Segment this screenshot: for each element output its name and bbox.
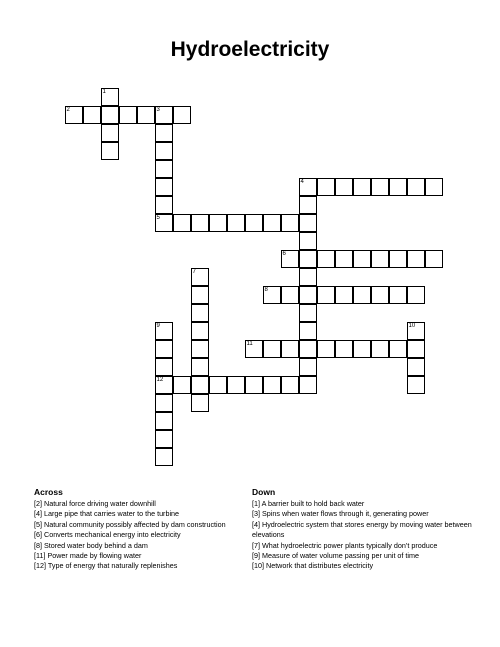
grid-cell[interactable] (101, 124, 119, 142)
grid-cell[interactable] (371, 286, 389, 304)
grid-cell[interactable] (155, 160, 173, 178)
grid-cell[interactable] (191, 376, 209, 394)
clue-text: Natural community possibly affected by dam construction (44, 519, 226, 529)
puzzle-title: Hydroelectricity (170, 38, 330, 61)
grid-cell[interactable] (155, 214, 173, 232)
grid-cell[interactable] (155, 124, 173, 142)
grid-cell[interactable] (425, 250, 443, 268)
grid-cell[interactable] (353, 286, 371, 304)
grid-cell[interactable] (299, 178, 317, 196)
clue-number: [6] (34, 530, 44, 540)
grid-cell[interactable] (83, 106, 101, 124)
grid-cell[interactable] (191, 268, 209, 286)
clue-text: What hydroelectric power plants typically don’t produce (262, 540, 438, 550)
grid-cell[interactable] (317, 178, 335, 196)
grid-cell[interactable] (407, 286, 425, 304)
grid-cell[interactable] (335, 178, 353, 196)
grid-cell[interactable] (245, 376, 263, 394)
clue-text: Network that distributes electricity (266, 561, 374, 571)
grid-cell[interactable] (137, 106, 155, 124)
grid-cell[interactable] (155, 430, 173, 448)
grid-cell[interactable] (281, 250, 299, 268)
clue-text: Converts mechanical energy into electricity (44, 530, 181, 540)
grid-cell[interactable] (335, 286, 353, 304)
grid-cell[interactable] (353, 250, 371, 268)
clue-text: Stored water body behind a dam (44, 540, 148, 550)
down-clue (252, 509, 474, 519)
grid-cell[interactable] (371, 178, 389, 196)
across-clue (34, 499, 244, 509)
grid-cell[interactable] (299, 214, 317, 232)
grid-cell[interactable] (299, 250, 317, 268)
grid-cell[interactable] (119, 106, 137, 124)
grid-cell[interactable] (299, 268, 317, 286)
grid-cell[interactable] (281, 340, 299, 358)
clue-number: [4] (252, 519, 262, 529)
grid-cell[interactable] (263, 214, 281, 232)
grid-cell[interactable] (209, 214, 227, 232)
clue-number: [3] (252, 509, 262, 519)
grid-cell[interactable] (335, 340, 353, 358)
grid-cell[interactable] (407, 322, 425, 340)
grid-cell[interactable] (227, 376, 245, 394)
clue-number: [4] (34, 509, 44, 519)
grid-cell[interactable] (389, 286, 407, 304)
down-clue (252, 541, 474, 551)
grid-cell[interactable] (155, 448, 173, 466)
grid-cell[interactable] (353, 178, 371, 196)
grid-cell[interactable] (191, 340, 209, 358)
clue-number: [1] (252, 499, 262, 508)
grid-cell[interactable] (155, 412, 173, 430)
grid-cell[interactable] (155, 340, 173, 358)
grid-cell[interactable] (299, 196, 317, 214)
grid-cell[interactable] (173, 214, 191, 232)
clue-text: Measure of water volume passing per unit of time (262, 551, 420, 561)
cell-number: 4 (300, 178, 304, 185)
clue-number: [8] (34, 540, 44, 550)
grid-cell[interactable] (191, 214, 209, 232)
grid-cell[interactable] (281, 214, 299, 232)
grid-cell[interactable] (281, 376, 299, 394)
grid-cell[interactable] (155, 394, 173, 412)
grid-cell[interactable] (281, 286, 299, 304)
grid-cell[interactable] (191, 286, 209, 304)
grid-cell[interactable] (317, 250, 335, 268)
down-clue (252, 551, 474, 561)
grid-cell[interactable] (299, 340, 317, 358)
grid-cell[interactable] (389, 178, 407, 196)
grid-cell[interactable] (299, 376, 317, 394)
across-clue (34, 541, 244, 551)
grid-cell[interactable] (317, 286, 335, 304)
grid-cell[interactable] (173, 376, 191, 394)
across-clue (34, 509, 244, 519)
grid-cell[interactable] (299, 304, 317, 322)
grid-cell[interactable] (155, 376, 173, 394)
clue-text: Hydroelectric system that stores energy by moving water between elevations (252, 519, 472, 540)
grid-cell[interactable] (191, 358, 209, 376)
down-clue (252, 520, 474, 541)
cell-number: 3 (156, 106, 160, 113)
across-clue (34, 551, 244, 561)
grid-cell[interactable] (227, 214, 245, 232)
across-clues (34, 486, 244, 572)
clue-text: Power made by flowing water (47, 551, 142, 561)
grid-cell[interactable] (299, 286, 317, 304)
grid-cell[interactable] (371, 340, 389, 358)
grid-cell[interactable] (263, 340, 281, 358)
grid-cell[interactable] (65, 106, 83, 124)
grid-cell[interactable] (263, 376, 281, 394)
grid-cell[interactable] (155, 322, 173, 340)
grid-cell[interactable] (425, 178, 443, 196)
grid-cell[interactable] (299, 232, 317, 250)
grid-cell[interactable] (371, 250, 389, 268)
grid-cell[interactable] (317, 340, 335, 358)
clue-number: [10] (252, 561, 266, 571)
cell-number: 7 (192, 268, 196, 275)
cell-number: 9 (156, 322, 160, 329)
grid-cell[interactable] (155, 106, 173, 124)
grid-cell[interactable] (407, 250, 425, 268)
clue-text: Large pipe that carries water to the turbine (44, 509, 180, 519)
clue-number: [9] (252, 551, 262, 561)
cell-number: 5 (156, 214, 160, 221)
grid-cell[interactable] (155, 142, 173, 160)
grid-cell[interactable] (101, 88, 119, 106)
cell-number: 2 (66, 106, 70, 113)
grid-cell[interactable] (335, 250, 353, 268)
across-clue (34, 530, 244, 540)
clue-number: [5] (34, 519, 44, 529)
down-heading: Down (252, 487, 276, 497)
grid-cell[interactable] (191, 394, 209, 412)
cell-number: 10 (408, 322, 416, 329)
grid-cell[interactable] (101, 142, 119, 160)
cell-number: 8 (264, 286, 268, 293)
clue-text: Type of energy that naturally replenishes (47, 561, 178, 571)
grid-cell[interactable] (173, 106, 191, 124)
grid-cell[interactable] (101, 106, 119, 124)
grid-cell[interactable] (407, 340, 425, 358)
clue-number: [11] (34, 551, 48, 561)
grid-cell[interactable] (353, 340, 371, 358)
grid-cell[interactable] (191, 322, 209, 340)
down-clues (252, 486, 474, 572)
down-clue (252, 561, 474, 571)
grid-cell[interactable] (263, 286, 281, 304)
grid-cell[interactable] (407, 178, 425, 196)
grid-cell[interactable] (299, 358, 317, 376)
cell-number: 11 (246, 340, 253, 347)
across-heading: Across (34, 487, 63, 497)
clue-text: A barrier built to hold back water (261, 499, 365, 508)
cell-number: 1 (102, 88, 106, 95)
grid-cell[interactable] (299, 322, 317, 340)
cell-number: 6 (282, 250, 286, 257)
grid-cell[interactable] (209, 376, 227, 394)
clue-number: [12] (34, 561, 48, 571)
grid-cell[interactable] (407, 358, 425, 376)
clue-text: Natural force driving water downhill (44, 499, 156, 508)
across-clue (34, 520, 244, 530)
grid-cell[interactable] (389, 250, 407, 268)
across-clue (34, 561, 244, 571)
down-clue (252, 499, 474, 509)
grid-cell[interactable] (389, 340, 407, 358)
grid-cell[interactable] (245, 340, 263, 358)
cell-number: 12 (156, 376, 164, 383)
clue-text: Spins when water flows through it, generating power (262, 509, 429, 519)
grid-cell[interactable] (245, 214, 263, 232)
grid-cell[interactable] (191, 304, 209, 322)
clue-number: [7] (252, 540, 262, 550)
grid-cell[interactable] (155, 196, 173, 214)
clue-number: [2] (34, 499, 44, 508)
grid-cell[interactable] (155, 178, 173, 196)
grid-cell[interactable] (407, 376, 425, 394)
grid-cell[interactable] (155, 358, 173, 376)
